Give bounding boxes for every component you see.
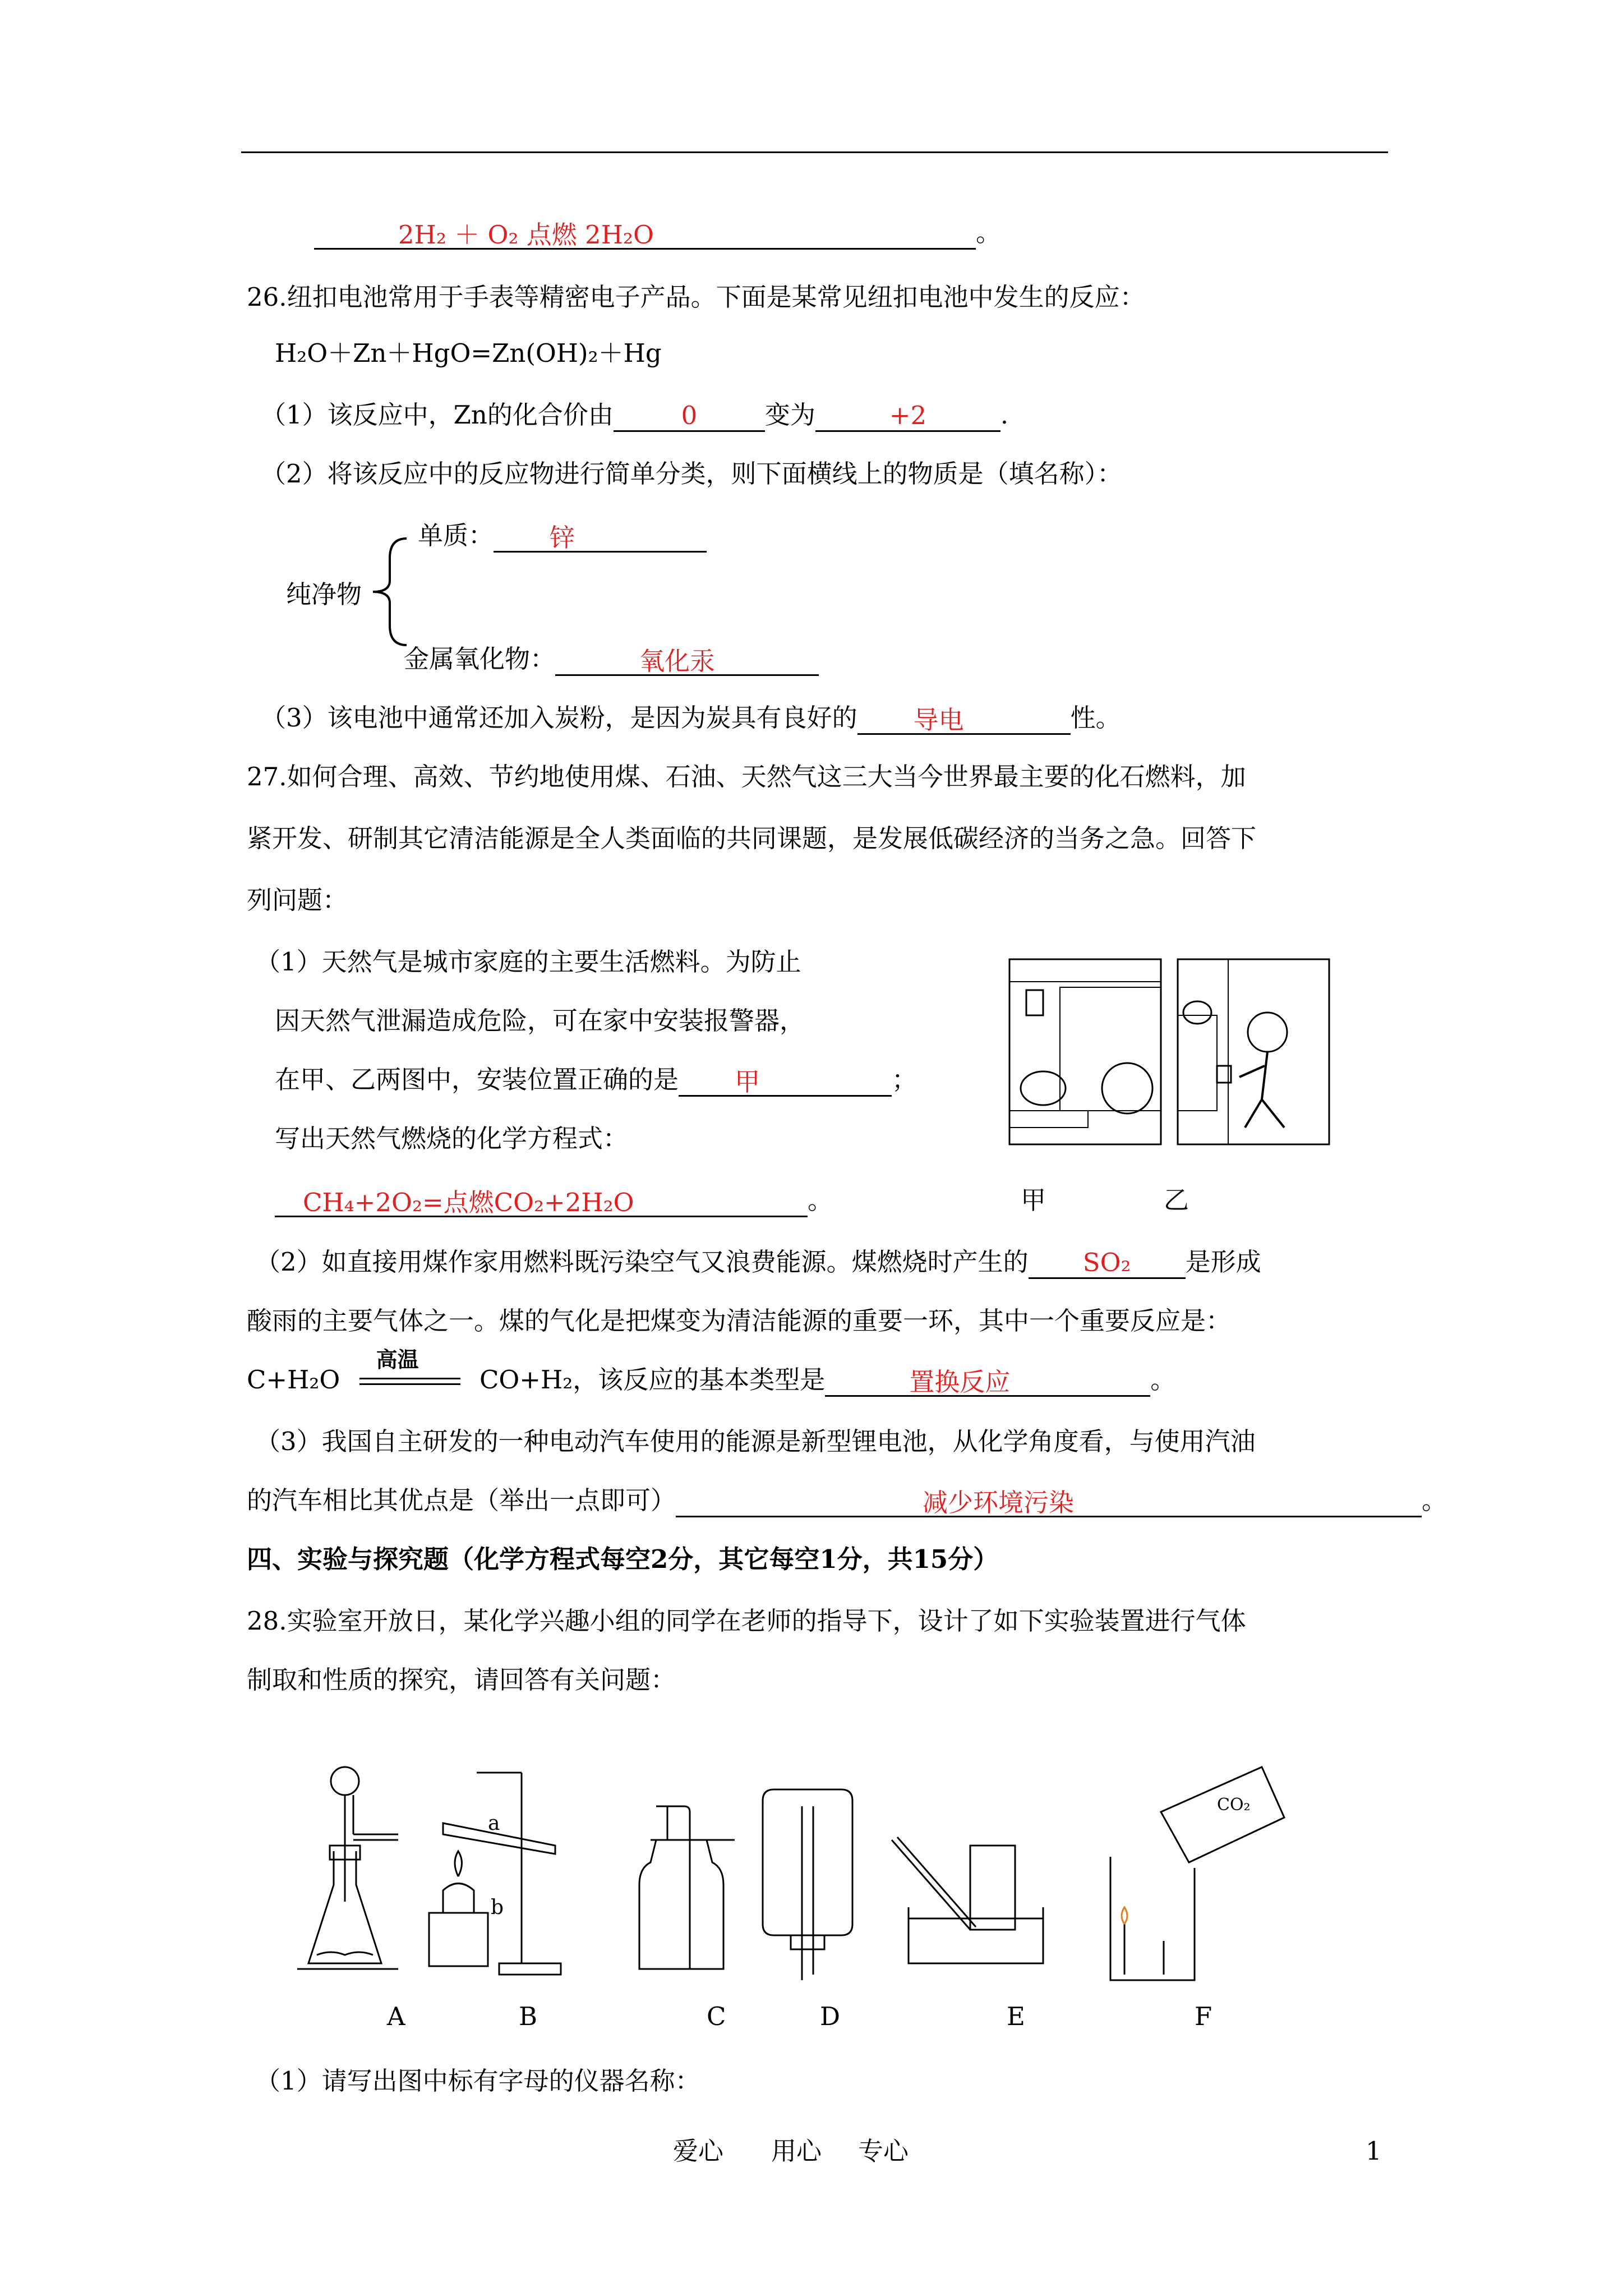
q27-p2-line1: （2）如直接用煤作家用燃料既污染空气又浪费能源。煤燃烧时产生的 SO₂ 是形成: [255, 1245, 1261, 1279]
label-a: A: [387, 2001, 405, 2031]
footer-motto-2: 用心: [771, 2136, 822, 2166]
q26-element-row: 单质： 锌: [418, 519, 707, 553]
label-d: D: [820, 2001, 841, 2031]
q25-end: 。: [976, 218, 1002, 247]
co2-label: CO₂: [1217, 1795, 1251, 1815]
q27-answer-1: 甲: [679, 1065, 892, 1097]
q27-p1-eq-row: CH₄+2O₂=点燃CO₂+2H₂O 。: [275, 1184, 833, 1217]
apparatus-figure: [297, 1756, 1352, 1999]
figure-label-jia: 甲: [1021, 1185, 1046, 1215]
apparatus-c: [639, 1806, 735, 1969]
q26-equation: H₂O＋Zn＋HgO=Zn(OH)₂＋Hg: [275, 338, 662, 368]
q26-pure-label: 纯净物: [286, 579, 362, 609]
q27-p3-line1: （3）我国自主研发的一种电动汽车使用的能源是新型锂电池，从化学角度看，与使用汽油: [255, 1427, 1256, 1456]
q27-answer-type: 置换反应: [825, 1365, 1150, 1397]
q28-line1: 28.实验室开放日，某化学兴趣小组的同学在老师的指导下，设计了如下实验装置进行气体: [247, 1606, 1246, 1636]
q26-part3: （3）该电池中通常还加入炭粉，是因为炭具有良好的 导电 性。: [261, 703, 1121, 735]
header-rule: [241, 151, 1388, 153]
q26-part2: （2）将该反应中的反应物进行简单分类，则下面横线上的物质是（填名称）：: [261, 459, 1123, 489]
brace-icon: [367, 536, 412, 648]
mark-a: a: [488, 1812, 500, 1835]
q27-answer-so2: SO₂: [1029, 1246, 1186, 1279]
high-temp-arrow: 高温: [359, 1365, 460, 1397]
gas-alarm-figure: [1009, 959, 1329, 1147]
q26-oxide-answer: 氧化汞: [555, 645, 819, 676]
label-b: B: [519, 2001, 538, 2031]
footer-motto-1: 爱心: [673, 2136, 724, 2166]
q25-answer: 2H₂ ＋ O₂ 点燃 2H₂O: [314, 218, 976, 250]
q28-part1: （1）请写出图中标有字母的仪器名称：: [255, 2066, 700, 2096]
q27-answer-advantage: 减少环境污染: [676, 1486, 1422, 1517]
q26-element-answer: 锌: [494, 521, 707, 553]
apparatus-d: [763, 1789, 852, 1980]
label-e: E: [1007, 2001, 1025, 2031]
q26-part1: （1）该反应中，Zn的化合价由 0 变为 +2 .: [261, 398, 1008, 432]
q28-line2: 制取和性质的探究，请回答有关问题：: [247, 1665, 676, 1695]
apparatus-b: [429, 1773, 561, 1975]
label-c: C: [707, 2001, 726, 2031]
apparatus-f: [1110, 1767, 1284, 1980]
q27-answer-eq: CH₄+2O₂=点燃CO₂+2H₂O: [275, 1186, 808, 1217]
q27-line3: 列问题：: [247, 885, 348, 915]
q27-line2: 紧开发、研制其它清洁能源是全人类面临的共同课题，是发展低碳经济的当务之急。回答下: [247, 823, 1257, 853]
section-4-heading: 四、实验与探究题（化学方程式每空2分，其它每空1分，共15分）: [247, 1544, 999, 1574]
q26-title: 26.纽扣电池常用于手表等精密电子产品。下面是某常见纽扣电池中发生的反应：: [247, 282, 1145, 312]
q27-p2-line2: 酸雨的主要气体之一。煤的气化是把煤变为清洁能源的重要一环，其中一个重要反应是：: [247, 1306, 1232, 1336]
q25-answer-line: [314, 216, 1001, 250]
q27-p1-line4: 写出天然气燃烧的化学方程式：: [275, 1124, 629, 1153]
q27-p1-line3: 在甲、乙两图中，安装位置正确的是 甲 ；: [275, 1065, 917, 1097]
q27-p2-line3: C+H₂O 高温 CO+H₂，该反应的基本类型是 置换反应 。: [247, 1347, 1176, 1397]
q26-answer-3: 导电: [857, 703, 1071, 735]
footer-motto-3: 专心: [858, 2136, 909, 2166]
q26-answer-1: 0: [614, 399, 765, 432]
apparatus-a: [297, 1767, 398, 1969]
q27-line1: 27.如何合理、高效、节约地使用煤、石油、天然气这三大当今世界最主要的化石燃料，加: [247, 762, 1246, 792]
mark-b: b: [491, 1896, 504, 1919]
figure-label-yi: 乙: [1164, 1185, 1189, 1215]
page-number: 1: [1366, 2136, 1382, 2166]
q27-p1-line2: 因天然气泄漏造成危险，可在家中安装报警器，: [275, 1006, 805, 1036]
q27-p1-line1: （1）天然气是城市家庭的主要生活燃料。为防止: [255, 947, 801, 977]
q26-answer-2: +2: [815, 399, 1000, 432]
q26-oxide-row: 金属氧化物： 氧化汞: [404, 642, 819, 676]
label-f: F: [1195, 2001, 1212, 2031]
q27-p3-line2: 的汽车相比其优点是（举出一点即可） 减少环境污染 。: [247, 1485, 1447, 1517]
apparatus-e: [892, 1837, 1043, 1963]
